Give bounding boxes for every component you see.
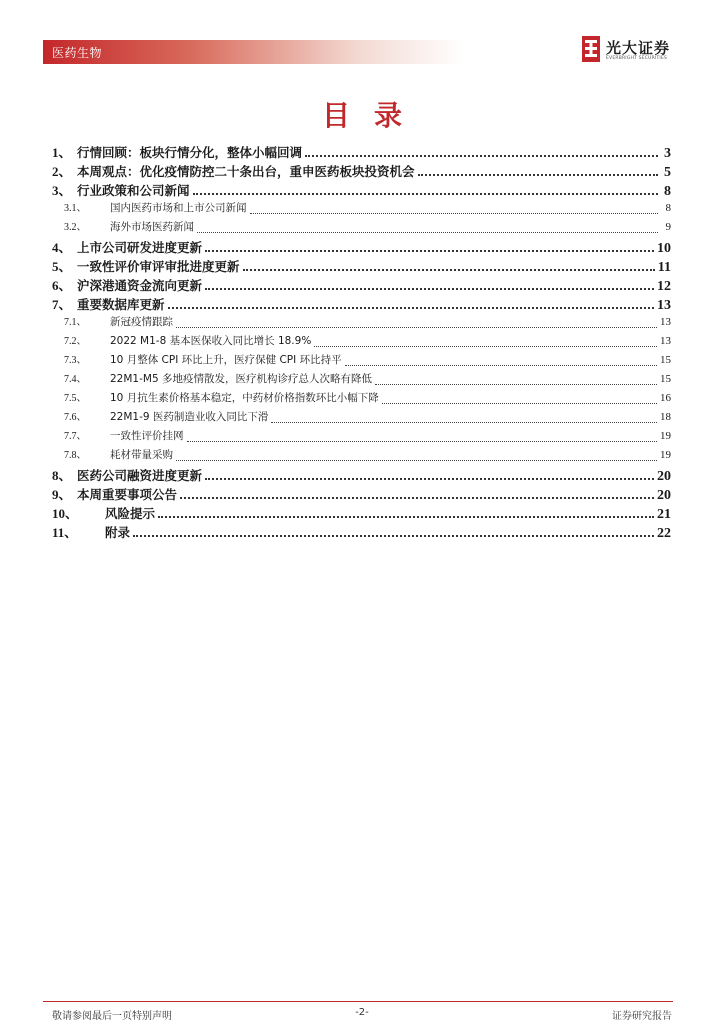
toc-entry-page: 22 [657, 526, 671, 541]
footer-disclaimer: 敬请参阅最后一页特别声明 [52, 1011, 172, 1022]
toc-entry[interactable] [52, 275, 671, 294]
toc-entry-page: 11 [657, 260, 671, 275]
everbright-logo-icon [582, 36, 600, 62]
toc-dot-leader [205, 288, 654, 290]
toc-entry-title: 22M1-9 医药制造业收入同比下滑 [110, 411, 269, 423]
toc-entry-title: 22M1-M5 多地疫情散发，医疗机构诊疗总人次略有降低 [110, 373, 372, 385]
toc-entry-page: 10 [657, 241, 671, 256]
toc-entry-number: 4、 [52, 240, 72, 255]
toc-entry[interactable] [52, 503, 671, 522]
toc-dot-leader [375, 384, 657, 385]
toc-entry-number: 10、 [52, 506, 79, 521]
toc-entry[interactable] [52, 484, 671, 503]
footer-doc-type: 证券研究报告 [612, 1011, 672, 1022]
toc-entry-title: 耗材带量采购 [110, 449, 173, 461]
toc-entry-title: 行情回顾：板块行情分化，整体小幅回调 [77, 145, 303, 160]
logo-text-cn: 光大证券 [606, 39, 671, 57]
toc-entry[interactable] [52, 408, 671, 427]
table-of-contents [52, 142, 671, 541]
toc-dot-leader [345, 365, 657, 366]
toc-entry-number: 6、 [52, 278, 72, 293]
toc-entry-page: 13 [657, 298, 671, 313]
toc-entry[interactable] [52, 180, 671, 199]
toc-entry-title: 国内医药市场和上市公司新闻 [110, 202, 247, 214]
toc-entry-page: 5 [664, 165, 671, 180]
toc-entry-title: 一致性评价挂网 [110, 430, 184, 442]
toc-entry[interactable] [52, 446, 671, 465]
section-label: 医药生物 [52, 46, 103, 60]
toc-dot-leader [271, 422, 657, 423]
toc-dot-leader [205, 250, 654, 252]
toc-entry-number: 3、 [52, 183, 72, 198]
toc-entry-page: 3 [664, 146, 671, 161]
toc-entry-page: 13 [660, 335, 671, 347]
toc-entry-number: 9、 [52, 487, 72, 502]
toc-entry[interactable] [52, 142, 671, 161]
toc-entry[interactable] [52, 199, 671, 218]
toc-entry[interactable] [52, 313, 671, 332]
toc-entry-title: 本周重要事项公告 [77, 487, 178, 502]
toc-entry[interactable] [52, 237, 671, 256]
toc-entry-title: 2022 M1-8 基本医保收入同比增长 18.9% [110, 335, 312, 347]
toc-dot-leader [418, 174, 658, 176]
toc-entry-title: 沪深港通资金流向更新 [77, 278, 203, 293]
toc-entry-title: 风险提示 [105, 506, 156, 521]
toc-dot-leader [158, 516, 654, 518]
toc-dot-leader [133, 535, 654, 537]
toc-dot-leader [168, 307, 654, 309]
toc-entry-page: 20 [657, 469, 671, 484]
toc-entry[interactable] [52, 218, 671, 237]
toc-entry-number: 7.5、 [64, 393, 87, 404]
toc-entry-number: 7.2、 [64, 336, 87, 347]
toc-dot-leader [180, 497, 654, 499]
toc-entry[interactable] [52, 370, 671, 389]
toc-entry-number: 2、 [52, 164, 72, 179]
toc-entry-title: 医药公司融资进度更新 [77, 468, 203, 483]
toc-entry-page: 12 [657, 279, 671, 294]
toc-entry-number: 1、 [52, 145, 72, 160]
toc-entry-title: 重要数据库更新 [77, 297, 165, 312]
toc-title: 目录 [321, 99, 426, 132]
toc-entry[interactable] [52, 332, 671, 351]
toc-entry-number: 7.6、 [64, 412, 87, 423]
toc-entry[interactable] [52, 522, 671, 541]
toc-entry-title: 海外市场医药新闻 [110, 221, 194, 233]
toc-dot-leader [187, 441, 658, 442]
toc-entry[interactable] [52, 351, 671, 370]
toc-dot-leader [193, 193, 658, 195]
toc-dot-leader [197, 232, 658, 233]
toc-entry-number: 8、 [52, 468, 72, 483]
toc-entry-title: 新冠疫情跟踪 [110, 316, 173, 328]
footer-divider [43, 1001, 673, 1002]
toc-entry-title: 附录 [105, 525, 131, 540]
toc-entry-number: 5、 [52, 259, 72, 274]
toc-entry-page: 18 [660, 411, 671, 423]
toc-dot-leader [176, 327, 657, 328]
logo-text-en: EVERBRIGHT SECURITIES [606, 56, 668, 61]
footer-page-number: -2- [355, 1007, 369, 1018]
toc-entry-page: 9 [665, 221, 671, 233]
toc-dot-leader [382, 403, 657, 404]
toc-entry[interactable] [52, 389, 671, 408]
toc-entry-page: 15 [660, 373, 671, 385]
toc-entry-number: 7.1、 [64, 317, 87, 328]
toc-dot-leader [205, 478, 654, 480]
toc-dot-leader [314, 346, 657, 347]
toc-entry[interactable] [52, 256, 671, 275]
toc-entry-number: 3.1、 [64, 203, 87, 214]
toc-entry-page: 15 [660, 354, 671, 366]
toc-entry-page: 16 [660, 392, 671, 404]
toc-dot-leader [243, 269, 655, 271]
toc-entry-number: 7、 [52, 297, 72, 312]
toc-entry[interactable] [52, 294, 671, 313]
toc-entry-title: 本周观点：优化疫情防控二十条出台，重申医药板块投资机会 [77, 164, 415, 179]
toc-entry-title: 10 月整体 CPI 环比上升，医疗保健 CPI 环比持平 [110, 354, 342, 366]
toc-entry-page: 19 [660, 449, 671, 461]
toc-dot-leader [250, 213, 659, 214]
toc-entry[interactable] [52, 427, 671, 446]
toc-entry-page: 20 [657, 488, 671, 503]
toc-entry-title: 上市公司研发进度更新 [77, 240, 203, 255]
toc-entry-number: 3.2、 [64, 222, 87, 233]
toc-entry-number: 11、 [52, 525, 78, 540]
header-band [43, 40, 463, 64]
toc-entry-title: 一致性评价审评审批进度更新 [77, 259, 240, 274]
toc-dot-leader [305, 155, 658, 157]
toc-entry-page: 13 [660, 316, 671, 328]
toc-entry-number: 7.8、 [64, 450, 87, 461]
toc-entry[interactable] [52, 465, 671, 484]
toc-entry-title: 10 月抗生素价格基本稳定，中药材价格指数环比小幅下降 [110, 392, 379, 404]
toc-entry-number: 7.4、 [64, 374, 87, 385]
toc-entry-title: 行业政策和公司新闻 [77, 183, 190, 198]
toc-entry-page: 19 [660, 430, 671, 442]
everbright-logo [582, 36, 682, 66]
toc-entry-number: 7.7、 [64, 431, 87, 442]
toc-entry-number: 7.3、 [64, 355, 87, 366]
toc-entry-page: 21 [657, 507, 671, 522]
toc-dot-leader [176, 460, 657, 461]
toc-entry-page: 8 [665, 202, 671, 214]
toc-entry[interactable] [52, 161, 671, 180]
toc-entry-page: 8 [664, 184, 671, 199]
